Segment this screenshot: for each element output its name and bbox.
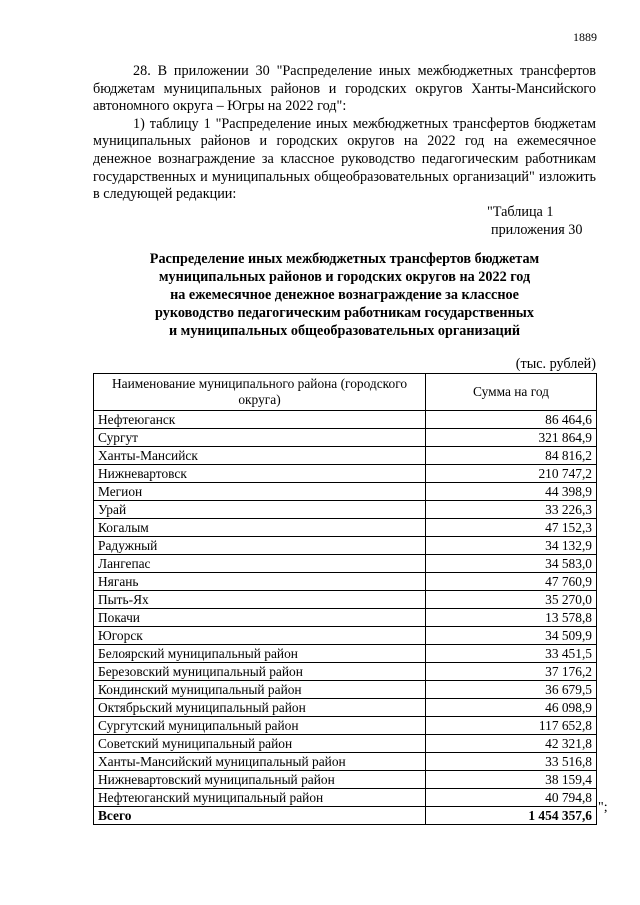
row-value: 35 270,0 xyxy=(426,591,597,609)
row-name: Кондинский муниципальный район xyxy=(94,681,426,699)
caption-line-1: "Таблица 1 xyxy=(487,204,554,220)
row-name: Ханты-Мансийск xyxy=(94,447,426,465)
paragraph-table-1: 1) таблицу 1 "Распределение иных межбюджетных трансфертов бюджетам муниципальных районов и городских округов на 2022 год на ежемесячное денежное вознаграждение за классное руководство педагогическим работникам государственных и муниципальных общеобразовательных организаций" изложить в следующей редакции: xyxy=(93,115,596,203)
row-name: Радужный xyxy=(94,537,426,555)
row-value: 13 578,8 xyxy=(426,609,597,627)
row-name: Сургут xyxy=(94,429,426,447)
row-name: Покачи xyxy=(94,609,426,627)
table-row xyxy=(94,465,597,483)
row-value: 47 152,3 xyxy=(426,519,597,537)
table-row xyxy=(94,591,597,609)
row-value: 210 747,2 xyxy=(426,465,597,483)
row-value: 37 176,2 xyxy=(426,663,597,681)
table-row xyxy=(94,483,597,501)
row-name: Березовский муниципальный район xyxy=(94,663,426,681)
total-value: 1 454 357,6 xyxy=(426,807,597,825)
row-value: 34 583,0 xyxy=(426,555,597,573)
row-name: Пыть-Ях xyxy=(94,591,426,609)
table-row xyxy=(94,771,597,789)
header-name: Наименование муниципального района (городского округа) xyxy=(94,374,426,411)
row-name: Ханты-Мансийский муниципальный район xyxy=(94,753,426,771)
table-row xyxy=(94,447,597,465)
table-row xyxy=(94,789,597,807)
caption-line-2: приложения 30 xyxy=(491,222,583,238)
paragraph-28: 28. В приложении 30 "Распределение иных межбюджетных трансфертов бюджетам муниципальных районов и городских округов Ханты-Мансийского автономного округа – Югры на 2022 год": xyxy=(93,63,596,115)
title-line-4: руководство педагогическим работникам государственных xyxy=(155,305,534,321)
table-row xyxy=(94,573,597,591)
row-name: Мегион xyxy=(94,483,426,501)
table-row xyxy=(94,753,597,771)
table-row xyxy=(94,429,597,447)
total-label: Всего xyxy=(94,807,426,825)
row-value: 46 098,9 xyxy=(426,699,597,717)
table-row xyxy=(94,699,597,717)
row-name: Югорск xyxy=(94,627,426,645)
row-value: 33 516,8 xyxy=(426,753,597,771)
table-row xyxy=(94,555,597,573)
row-value: 33 451,5 xyxy=(426,645,597,663)
header-sum: Сумма на год xyxy=(426,374,597,411)
row-name: Советский муниципальный район xyxy=(94,735,426,753)
row-value: 44 398,9 xyxy=(426,483,597,501)
row-value: 33 226,3 xyxy=(426,501,597,519)
page-number: 1889 xyxy=(573,30,597,44)
row-value: 86 464,6 xyxy=(426,411,597,429)
table-row xyxy=(94,663,597,681)
row-name: Нефтеюганск xyxy=(94,411,426,429)
row-value: 34 509,9 xyxy=(426,627,597,645)
row-value: 117 652,8 xyxy=(426,717,597,735)
table-row xyxy=(94,717,597,735)
row-value: 36 679,5 xyxy=(426,681,597,699)
table-row xyxy=(94,537,597,555)
row-name: Нижневартовск xyxy=(94,465,426,483)
table-caption xyxy=(487,203,597,239)
title-line-5: и муниципальных общеобразовательных организаций xyxy=(168,323,521,339)
row-value: 40 794,8 xyxy=(426,789,597,807)
table-row xyxy=(94,519,597,537)
row-name: Нижневартовский муниципальный район xyxy=(94,771,426,789)
row-value: 321 864,9 xyxy=(426,429,597,447)
row-name: Белоярский муниципальный район xyxy=(94,645,426,663)
total-row xyxy=(94,807,597,825)
title-line-3: на ежемесячное денежное вознаграждение за классное xyxy=(170,287,519,303)
title-line-2: муниципальных районов и городских округов на 2022 год xyxy=(158,269,531,285)
row-name: Лангепас xyxy=(94,555,426,573)
closing-quote: "; xyxy=(598,800,608,815)
row-name: Нефтеюганский муниципальный район xyxy=(94,789,426,807)
table-header-row xyxy=(94,374,597,411)
row-value: 47 760,9 xyxy=(426,573,597,591)
title-line-1: Распределение иных межбюджетных трансфертов бюджетам xyxy=(149,251,540,267)
body-text xyxy=(93,63,596,204)
table-row xyxy=(94,645,597,663)
table-row xyxy=(94,627,597,645)
row-name: Сургутский муниципальный район xyxy=(94,717,426,735)
row-name: Нягань xyxy=(94,573,426,591)
table-body xyxy=(94,411,597,807)
table-row xyxy=(94,609,597,627)
table-row xyxy=(94,411,597,429)
row-value: 34 132,9 xyxy=(426,537,597,555)
table-row xyxy=(94,501,597,519)
table-title xyxy=(93,250,596,340)
row-value: 42 321,8 xyxy=(426,735,597,753)
row-name: Октябрьский муниципальный район xyxy=(94,699,426,717)
table-row xyxy=(94,681,597,699)
row-name: Урай xyxy=(94,501,426,519)
row-value: 84 816,2 xyxy=(426,447,597,465)
budget-table xyxy=(93,373,597,825)
table-row xyxy=(94,735,597,753)
row-value: 38 159,4 xyxy=(426,771,597,789)
units-label: (тыс. рублей) xyxy=(515,356,596,372)
row-name: Когалым xyxy=(94,519,426,537)
